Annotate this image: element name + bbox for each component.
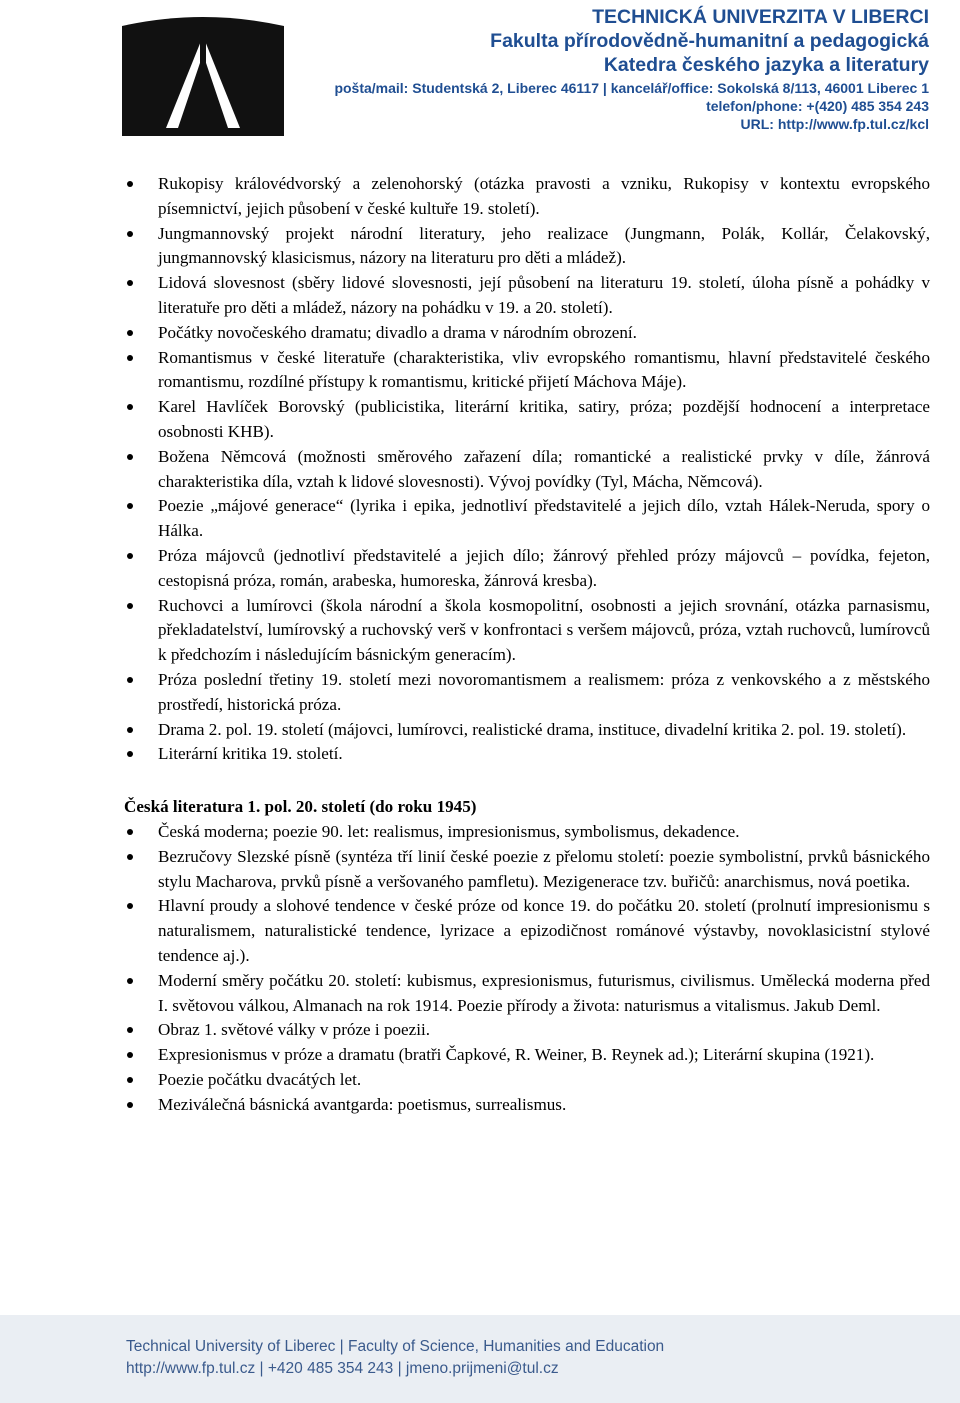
list-item: Moderní směry počátku 20. století: kubismus, expresionismus, futurismus, civilismus. Umělecká moderna před I. světovou válkou, Almanach na rok 1914. Poezie přírody a života: naturismus a vitalismus. Jakub Deml. — [124, 969, 930, 1019]
list-item: Drama 2. pol. 19. století (májovci, lumírovci, realistické drama, instituce, divadelní kritika 2. pol. 19. století). — [124, 718, 930, 743]
list-item: Próza májovců (jednotliví představitelé a jejich dílo; žánrový přehled prózy májovců – povídka, fejeton, cestopisná próza, román, arabeska, humoreska, žánrová kresba). — [124, 544, 930, 594]
faculty-name: Fakulta přírodovědně-humanitní a pedagogická — [490, 30, 929, 52]
list-item: Jungmannovský projekt národní literatury, jeho realizace (Jungmann, Polák, Kollár, Čelakovský, jungmannovský klasicismus, názory na literaturu pro děti a mládež). — [124, 222, 930, 272]
list-item: Lidová slovesnost (sběry lidové slovesnosti, její působení na literaturu 19. století, úloha písně a pohádky v literatuře pro děti a mládež, názory na pohádku v 19. a 20. století). — [124, 271, 930, 321]
topic-list-19th-century — [124, 172, 930, 767]
list-item: Meziválečná básnická avantgarda: poetismus, surrealismus. — [124, 1093, 930, 1118]
university-name: TECHNICKÁ UNIVERZITA V LIBERCI — [592, 6, 929, 28]
list-item: Ruchovci a lumírovci (škola národní a škola kosmopolitní, osobnosti a jejich srovnání, otázka parnasismu, překladatelství, lumírovský a ruchovský verš v konfrontaci s veršem májovců, próza, vztah ruchovců, lumírovců k předchozím i následujícím básnickým generacím). — [124, 594, 930, 668]
postal-address: pošta/mail: Studentská 2, Liberec 46117 | kancelář/office: Sokolská 8/113, 46001 Liberec 1 — [334, 80, 929, 96]
footer-institution: Technical University of Liberec | Faculty of Science, Humanities and Education — [126, 1338, 665, 1355]
tul-emblem — [122, 16, 284, 136]
list-item: Rukopisy královédvorský a zelenohorský (otázka pravosti a vzniku, Rukopisy v kontextu evropského písemnictví, jejich působení v české kultuře 19. století). — [124, 172, 930, 222]
list-item: Obraz 1. světové války v próze i poezii. — [124, 1018, 930, 1043]
section-heading: Česká literatura 1. pol. 20. století (do roku 1945) — [124, 797, 477, 817]
list-item: Bezručovy Slezské písně (syntéza tří linií české poezie z přelomu století: poezie symbolistní, prvků básnického stylu Macharova, prvků písně a veršovaného pamfletu). Mezigenerace tzv. buřičů: anarchismus, nová poetika. — [124, 845, 930, 895]
department-name: Katedra českého jazyka a literatury — [603, 54, 929, 76]
list-item: Počátky novočeského dramatu; divadlo a drama v národním obrození. — [124, 321, 930, 346]
footer-contacts: http://www.fp.tul.cz | +420 485 354 243 | jmeno.prijmeni@tul.cz — [126, 1360, 559, 1377]
list-item: Česká moderna; poezie 90. let: realismus, impresionismus, symbolismus, dekadence. — [124, 820, 930, 845]
document-body — [124, 172, 930, 1117]
phone-number: telefon/phone: +(420) 485 354 243 — [706, 98, 929, 114]
letterhead — [334, 5, 929, 133]
website-url: URL: http://www.fp.tul.cz/kcl — [740, 116, 929, 132]
list-item: Romantismus v české literatuře (charakteristika, vliv evropského romantismu, hlavní představitelé českého romantismu, rozdílné přístupy k romantismu, kritické přijetí Máchova Máje). — [124, 346, 930, 396]
list-item: Poezie „májové generace“ (lyrika i epika, jednotliví představitelé a jejich dílo, vztah Hálek-Neruda, spory o Hálka. — [124, 494, 930, 544]
list-item: Hlavní proudy a slohové tendence v české próze od konce 19. do počátku 20. století (prolnutí impresionismu s naturalismem, naturalistické tendence, lyrizace a epizodičnost románové výstavby, novoklasicistní stylové tendence aj.). — [124, 894, 930, 968]
list-item: Expresionismus v próze a dramatu (bratři Čapkové, R. Weiner, B. Reynek ad.); Literární skupina (1921). — [124, 1043, 930, 1068]
topic-list-20th-century — [124, 820, 930, 1118]
list-item: Poezie počátku dvacátých let. — [124, 1068, 930, 1093]
university-logo — [122, 16, 284, 136]
list-item: Literární kritika 19. století. — [124, 742, 930, 767]
footer — [126, 1336, 664, 1380]
list-item: Božena Němcová (možnosti směrového zařazení díla; romantické a realistické prvky v díle, žánrová charakteristika díla, vztah k lidové slovesnosti). Vývoj povídky (Tyl, Mácha, Němcová). — [124, 445, 930, 495]
list-item: Próza poslední třetiny 19. století mezi novoromantismem a realismem: próza z venkovského a z městského prostředí, historická próza. — [124, 668, 930, 718]
list-item: Karel Havlíček Borovský (publicistika, literární kritika, satiry, próza; pozdější hodnocení a interpretace osobnosti KHB). — [124, 395, 930, 445]
